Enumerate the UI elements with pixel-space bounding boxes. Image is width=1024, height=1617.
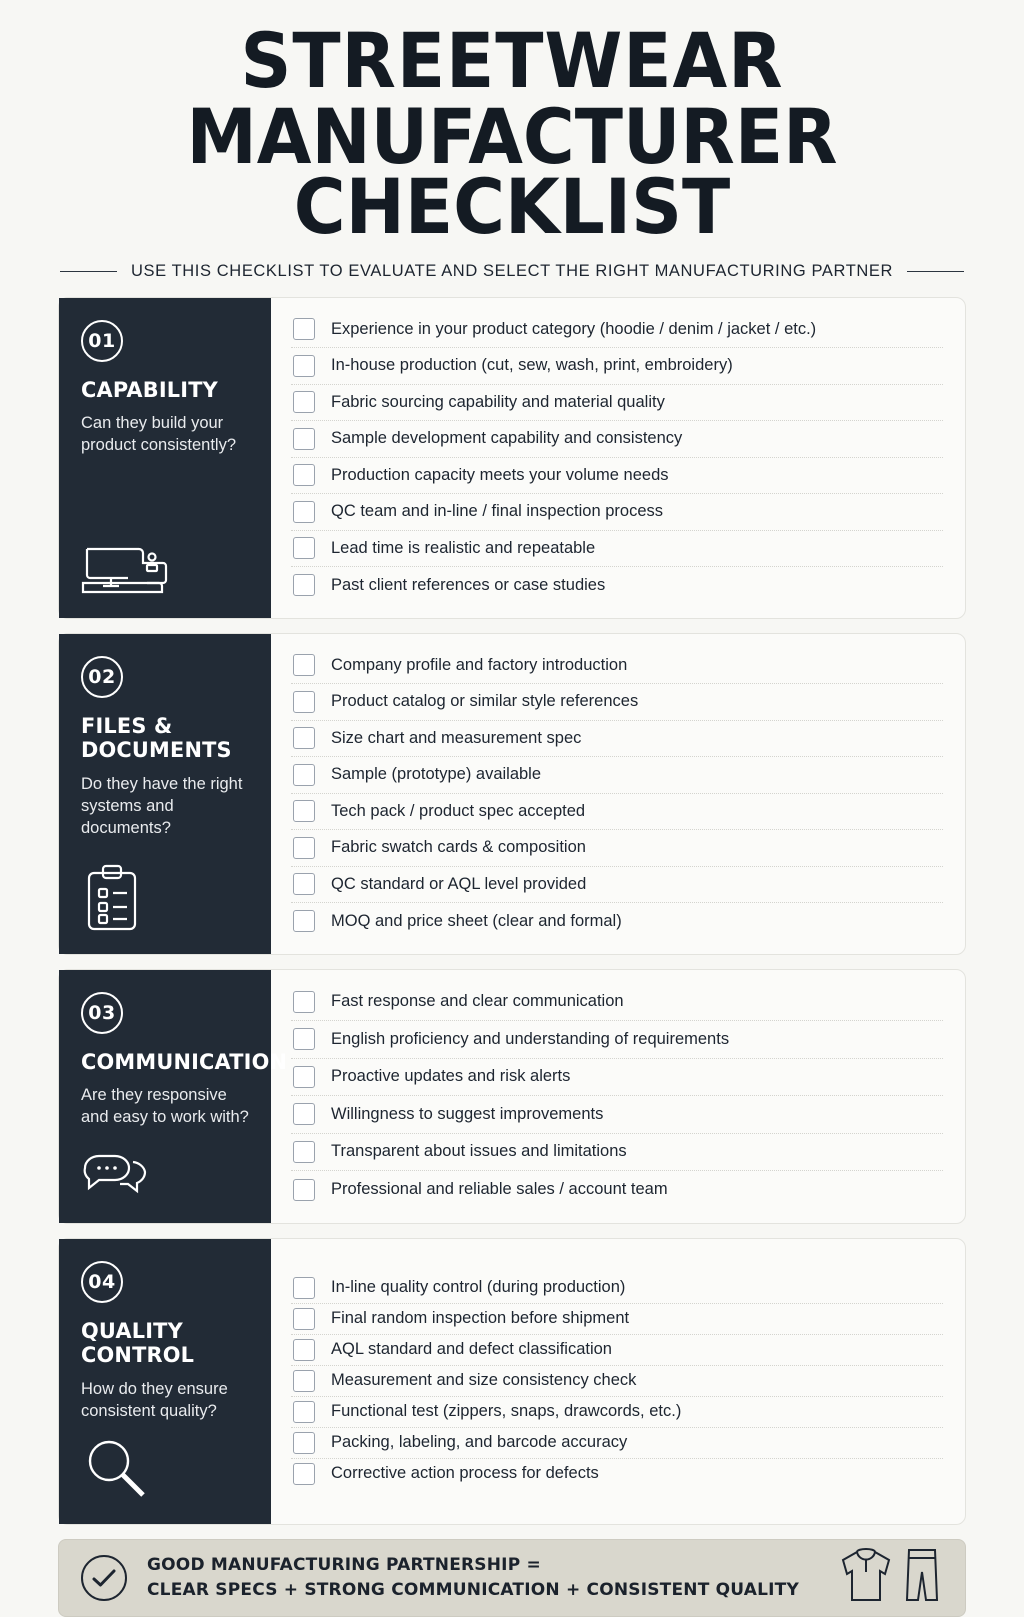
item-label: MOQ and price sheet (clear and formal) bbox=[331, 911, 622, 930]
magnifier-icon bbox=[81, 1423, 249, 1508]
checklist-item[interactable] bbox=[291, 1273, 943, 1304]
item-label: Functional test (zippers, snaps, drawcords, etc.) bbox=[331, 1401, 682, 1420]
checklist-item[interactable] bbox=[291, 830, 943, 867]
checkbox[interactable] bbox=[293, 764, 315, 786]
checklist-item[interactable] bbox=[291, 1096, 943, 1134]
checklist-item[interactable] bbox=[291, 1335, 943, 1366]
item-label: Professional and reliable sales / account team bbox=[331, 1180, 668, 1199]
clipboard-icon bbox=[81, 849, 249, 938]
footer-line-2: CLEAR SPECS + STRONG COMMUNICATION + CONSISTENT QUALITY bbox=[147, 1580, 799, 1601]
item-label: Fabric swatch cards & composition bbox=[331, 838, 586, 857]
checkbox[interactable] bbox=[293, 1370, 315, 1392]
section-capability bbox=[58, 297, 966, 619]
page-title bbox=[58, 16, 966, 251]
checkbox[interactable] bbox=[293, 1141, 315, 1163]
section-communication bbox=[58, 969, 966, 1224]
section-question: Can they build your product consistently? bbox=[81, 414, 237, 455]
section-items-01 bbox=[271, 298, 965, 618]
section-title: COMMUNICATION bbox=[81, 1049, 288, 1075]
item-label: Transparent about issues and limitations bbox=[331, 1142, 627, 1161]
checklist-item[interactable] bbox=[291, 1059, 943, 1097]
checkbox[interactable] bbox=[293, 464, 315, 486]
checklist-item[interactable] bbox=[291, 494, 943, 531]
checkbox[interactable] bbox=[293, 574, 315, 596]
item-label: Fast response and clear communication bbox=[331, 992, 624, 1011]
footer-text bbox=[147, 1555, 799, 1600]
checklist-item[interactable] bbox=[291, 1021, 943, 1059]
item-label: Sample (prototype) available bbox=[331, 765, 542, 784]
checkbox[interactable] bbox=[293, 991, 315, 1013]
checklist-item[interactable] bbox=[291, 648, 943, 685]
checklist-item[interactable] bbox=[291, 1366, 943, 1397]
item-label: English proficiency and understanding of requirements bbox=[331, 1029, 730, 1048]
checklist-item[interactable] bbox=[291, 567, 943, 604]
checklist-item[interactable] bbox=[291, 348, 943, 385]
section-question: Do they have the right systems and documents? bbox=[81, 775, 243, 837]
section-title: QUALITY CONTROL bbox=[81, 1318, 195, 1369]
item-label: Packing, labeling, and barcode accuracy bbox=[331, 1432, 628, 1451]
checklist-item[interactable] bbox=[291, 312, 943, 349]
item-label: Fabric sourcing capability and material quality bbox=[331, 392, 665, 411]
subtitle-row bbox=[58, 262, 966, 281]
checkbox[interactable] bbox=[293, 1432, 315, 1454]
item-label: Proactive updates and risk alerts bbox=[331, 1067, 571, 1086]
item-label: QC standard or AQL level provided bbox=[331, 874, 587, 893]
checklist-item[interactable] bbox=[291, 903, 943, 940]
checkbox[interactable] bbox=[293, 1066, 315, 1088]
item-label: AQL standard and defect classification bbox=[331, 1339, 612, 1358]
section-items-03 bbox=[271, 970, 965, 1223]
section-number-badge: 03 bbox=[81, 992, 123, 1034]
checklist-item[interactable] bbox=[291, 1459, 943, 1490]
section-number-badge: 04 bbox=[81, 1261, 123, 1303]
footer-line-1: GOOD MANUFACTURING PARTNERSHIP = bbox=[147, 1555, 541, 1576]
checklist-item[interactable] bbox=[291, 421, 943, 458]
checkbox[interactable] bbox=[293, 873, 315, 895]
checkbox[interactable] bbox=[293, 391, 315, 413]
item-label: QC team and in-line / final inspection process bbox=[331, 502, 663, 521]
footer-icons bbox=[835, 1544, 943, 1611]
checklist-item[interactable] bbox=[291, 385, 943, 422]
checkbox[interactable] bbox=[293, 1277, 315, 1299]
checklist-item[interactable] bbox=[291, 757, 943, 794]
checkbox[interactable] bbox=[293, 318, 315, 340]
section-header-01 bbox=[59, 298, 271, 618]
chat-bubbles-icon bbox=[81, 1136, 249, 1207]
checkbox[interactable] bbox=[293, 355, 315, 377]
checkbox[interactable] bbox=[293, 800, 315, 822]
checklist-item[interactable] bbox=[291, 1304, 943, 1335]
section-files-documents bbox=[58, 633, 966, 955]
checkbox[interactable] bbox=[293, 1179, 315, 1201]
checkbox[interactable] bbox=[293, 501, 315, 523]
check-circle-icon bbox=[81, 1555, 127, 1601]
checkbox[interactable] bbox=[293, 428, 315, 450]
item-label: Product catalog or similar style references bbox=[331, 692, 639, 711]
section-title: FILES & DOCUMENTS bbox=[81, 713, 232, 764]
checkbox[interactable] bbox=[293, 691, 315, 713]
checklist-item[interactable] bbox=[291, 1134, 943, 1172]
item-label: Lead time is realistic and repeatable bbox=[331, 538, 596, 557]
checkbox[interactable] bbox=[293, 1028, 315, 1050]
item-label: Experience in your product category (hoodie / denim / jacket / etc.) bbox=[331, 319, 817, 338]
checkbox[interactable] bbox=[293, 1308, 315, 1330]
item-label: In-line quality control (during production) bbox=[331, 1277, 626, 1296]
section-header-04 bbox=[59, 1239, 271, 1524]
checkbox[interactable] bbox=[293, 837, 315, 859]
checklist-item[interactable] bbox=[291, 984, 943, 1022]
item-label: Tech pack / product spec accepted bbox=[331, 801, 586, 820]
checkbox[interactable] bbox=[293, 654, 315, 676]
section-number-badge: 01 bbox=[81, 320, 123, 362]
checklist-item[interactable] bbox=[291, 1428, 943, 1459]
checklist-item[interactable] bbox=[291, 458, 943, 495]
sewing-machine-icon bbox=[81, 521, 249, 602]
section-question: How do they ensure consistent quality? bbox=[81, 1380, 228, 1420]
section-title: CAPABILITY bbox=[81, 377, 218, 403]
section-quality-control bbox=[58, 1238, 966, 1525]
footer-summary bbox=[58, 1539, 966, 1617]
pants-icon bbox=[901, 1544, 943, 1611]
divider-left bbox=[60, 271, 117, 272]
checklist-item[interactable] bbox=[291, 721, 943, 758]
item-label: Final random inspection before shipment bbox=[331, 1308, 630, 1327]
item-label: Size chart and measurement spec bbox=[331, 728, 582, 747]
section-items-04 bbox=[271, 1239, 965, 1524]
section-header-03 bbox=[59, 970, 288, 1223]
checklist-item[interactable] bbox=[291, 1397, 943, 1428]
checklist-item[interactable] bbox=[291, 1171, 943, 1209]
checkbox[interactable] bbox=[293, 727, 315, 749]
checkbox[interactable] bbox=[293, 1401, 315, 1423]
checklist-item[interactable] bbox=[291, 867, 943, 904]
item-label: Company profile and factory introduction bbox=[331, 655, 628, 674]
hoodie-icon bbox=[835, 1544, 897, 1611]
checklist-item[interactable] bbox=[291, 684, 943, 721]
section-items-02 bbox=[271, 634, 965, 954]
checkbox[interactable] bbox=[293, 1103, 315, 1125]
item-label: Sample development capability and consistency bbox=[331, 429, 683, 448]
divider-right bbox=[907, 271, 964, 272]
checkbox[interactable] bbox=[293, 910, 315, 932]
checklist-item[interactable] bbox=[291, 531, 943, 568]
title-line-2: MANUFACTURER CHECKLIST bbox=[186, 91, 838, 251]
subtitle: USE THIS CHECKLIST TO EVALUATE AND SELECT THE RIGHT MANUFACTURING PARTNER bbox=[131, 261, 894, 280]
item-label: Willingness to suggest improvements bbox=[331, 1104, 604, 1123]
checkbox[interactable] bbox=[293, 1339, 315, 1361]
title-line-1: STREETWEAR bbox=[240, 16, 784, 105]
item-label: Corrective action process for defects bbox=[331, 1464, 599, 1483]
checkbox[interactable] bbox=[293, 1463, 315, 1485]
sections bbox=[58, 297, 966, 1525]
item-label: Production capacity meets your volume needs bbox=[331, 465, 669, 484]
section-header-02 bbox=[59, 634, 271, 954]
item-label: Past client references or case studies bbox=[331, 575, 606, 594]
item-label: In-house production (cut, sew, wash, print, embroidery) bbox=[331, 356, 733, 375]
checklist-item[interactable] bbox=[291, 794, 943, 831]
checkbox[interactable] bbox=[293, 537, 315, 559]
item-label: Measurement and size consistency check bbox=[331, 1370, 637, 1389]
section-number-badge: 02 bbox=[81, 656, 123, 698]
section-question: Are they responsive and easy to work with? bbox=[81, 1086, 249, 1127]
